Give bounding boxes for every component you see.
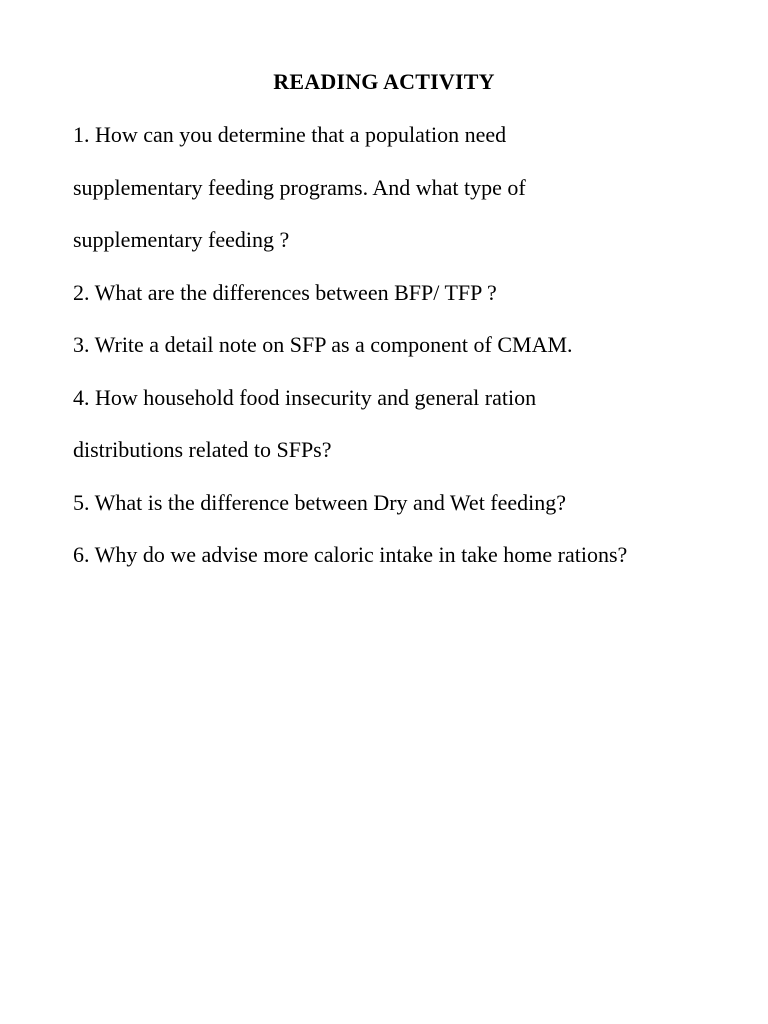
question-4-line-2: distributions related to SFPs? <box>73 437 332 462</box>
question-list <box>73 121 733 594</box>
question-1-line-2: supplementary feeding programs. And what type of <box>73 174 526 200</box>
question-1-line-1: 1. How can you determine that a population need <box>73 122 507 147</box>
question-3: 3. Write a detail note on SFP as a component of CMAM. <box>73 332 573 357</box>
question-2: 2. What are the differences between BFP/ TFP ? <box>73 279 497 305</box>
question-1-line-3: supplementary feeding ? <box>73 227 290 252</box>
question-4-line-1: 4. How household food insecurity and general ration <box>73 384 537 410</box>
question-6: 6. Why do we advise more caloric intake in take home rations? <box>73 542 628 567</box>
question-5: 5. What is the difference between Dry and Wet feeding? <box>73 489 567 515</box>
page-title: READING ACTIVITY <box>273 69 495 94</box>
